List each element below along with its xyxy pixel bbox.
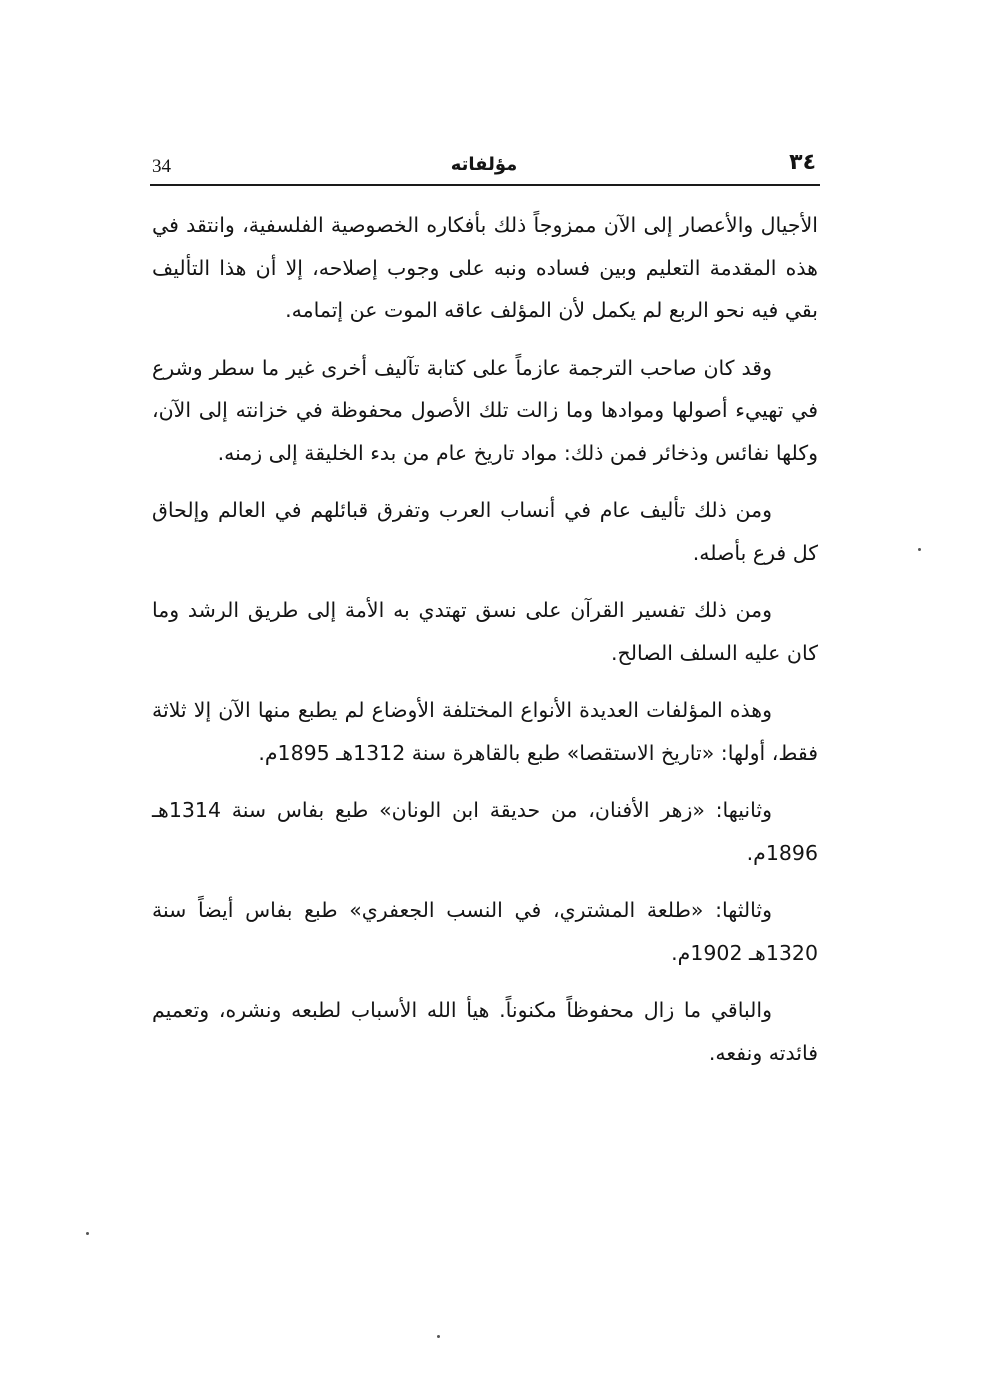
- paragraph-1: الأجيال والأعصار إلى الآن ممزوجاً ذلك بأفكاره الخصوصية الفلسفية، وانتقد في هذه المقدمة التعليم وبين فساده ونبه على وجوب إصلاحه، إلا أن هذا التأليف بقي فيه نحو الربع لم يكمل لأن المؤلف عاقه الموت عن إتمامه.: [152, 213, 818, 322]
- body-text: [152, 204, 818, 1089]
- paragraph-8: والباقي ما زال محفوظاً مكنوناً. هيأ الله الأسباب لطبعه ونشره، وتعميم فائدته ونفعه.: [152, 998, 818, 1065]
- header-rule: [150, 184, 820, 186]
- page-number-latin: 34: [152, 156, 171, 177]
- paragraph-2: وقد كان صاحب الترجمة عازماً على كتابة تآليف أخرى غير ما سطر وشرع في تهييء أصولها وموادها وما زالت تلك الأصول محفوظة في خزانته إلى الآن، وكلها نفائس وذخائر فمن ذلك: مواد تاريخ عام من بدء الخليقة إلى زمنه.: [152, 355, 818, 465]
- chapter-title: مؤلفاته: [450, 154, 518, 175]
- page-number-arabic: ٣٤: [789, 150, 816, 175]
- scan-speck: [918, 548, 921, 551]
- scan-speck: [86, 1232, 89, 1235]
- paragraph-6: وثانيها: «زهر الأفنان، من حديقة ابن الونان» طبع بفاس سنة 1314هـ 1896م.: [152, 798, 818, 865]
- paragraph-3: ومن ذلك تأليف عام في أنساب العرب وتفرق قبائلهم في العالم وإلحاق كل فرع بأصله.: [152, 498, 818, 565]
- scan-speck: [437, 1335, 440, 1338]
- paragraph-4: ومن ذلك تفسير القرآن على نسق تهتدي به الأمة إلى طريق الرشد وما كان عليه السلف الصالح.: [152, 598, 818, 665]
- paragraph-7: وثالثها: «طلعة المشتري، في النسب الجعفري» طبع بفاس أيضاً سنة 1320هـ 1902م.: [152, 898, 818, 965]
- page-header: [150, 150, 818, 184]
- paragraph-5: وهذه المؤلفات العديدة الأنواع المختلفة الأوضاع لم يطبع منها الآن إلا ثلاثة فقط، أولها: «تاريخ الاستقصا» طبع بالقاهرة سنة 1312هـ 1895م.: [152, 698, 818, 765]
